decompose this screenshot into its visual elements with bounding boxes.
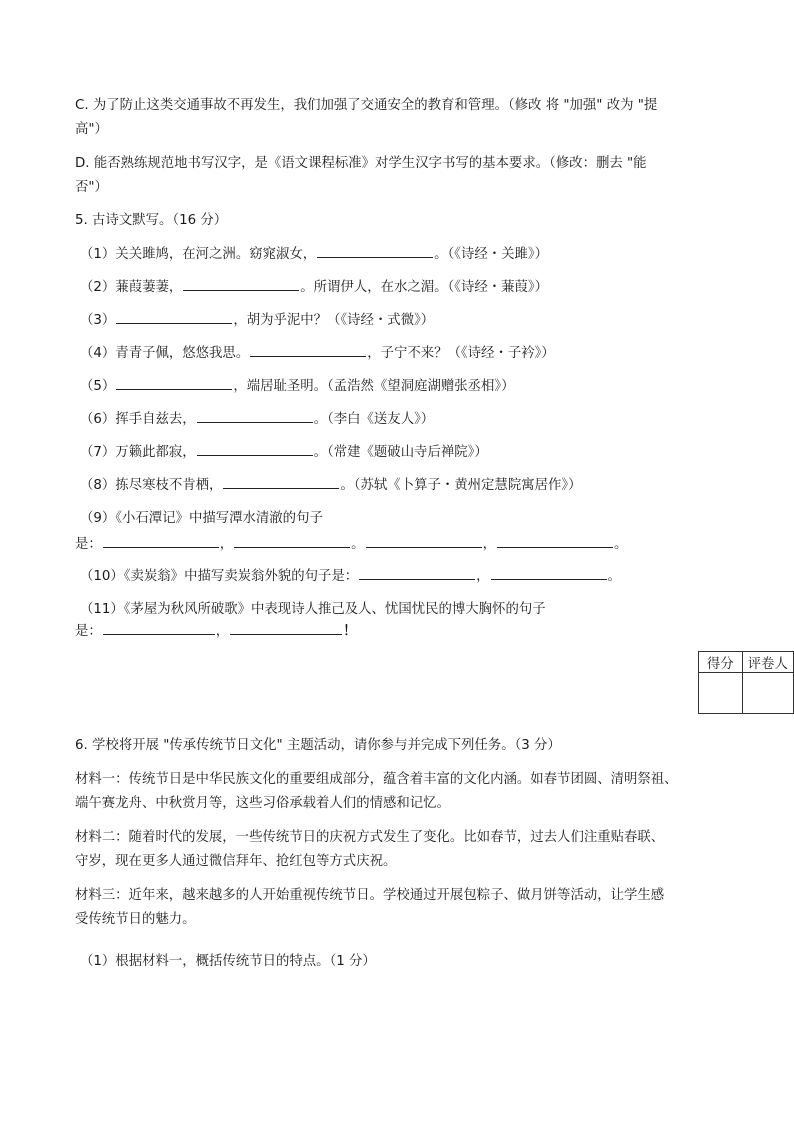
score-box bbox=[698, 651, 794, 714]
poem-item-3 bbox=[80, 309, 730, 333]
item-text: 。所谓伊人，在水之湄。（《诗经・蒹葭》） bbox=[300, 280, 548, 295]
grader-header: 评卷人 bbox=[742, 652, 793, 673]
poem-item-11-prompt: （11）《茅屋为秋风所破歌》中表现诗人推己及人、忧国忧民的博大胸怀的句子 bbox=[80, 602, 546, 617]
question-6-sub1: （1）根据材料一，概括传统节日的特点。（1 分） bbox=[80, 954, 376, 969]
answer-blank[interactable] bbox=[491, 565, 607, 580]
answer-blank[interactable] bbox=[317, 243, 433, 258]
poem-item-7 bbox=[80, 441, 730, 465]
poem-item-1 bbox=[80, 243, 730, 267]
poem-item-11-answers bbox=[75, 620, 725, 644]
poem-item-9-prompt: （9）《小石潭记》中描写潭水清澈的句子 bbox=[80, 511, 323, 526]
answer-blank[interactable] bbox=[366, 533, 482, 548]
item-text: （5） bbox=[80, 379, 116, 394]
answer-blank[interactable] bbox=[359, 565, 475, 580]
item-text: （6）挥手自兹去， bbox=[80, 412, 196, 427]
answer-blank[interactable] bbox=[234, 533, 350, 548]
question-5-title: 5. 古诗文默写。（16 分） bbox=[75, 213, 228, 228]
separator: ， bbox=[482, 537, 496, 552]
answer-blank[interactable] bbox=[116, 375, 232, 390]
item-text: ，胡为乎泥中？（《诗经・式微》） bbox=[233, 313, 435, 328]
item-text: （1）关关雎鸠，在河之洲。窈窕淑女， bbox=[80, 247, 317, 262]
poem-item-10 bbox=[80, 565, 730, 589]
separator: ， bbox=[219, 537, 234, 552]
answer-blank[interactable] bbox=[116, 309, 232, 324]
option-d-line2: 否"） bbox=[75, 180, 108, 195]
answer-blank[interactable] bbox=[197, 408, 313, 423]
poem-item-5 bbox=[80, 375, 730, 399]
question-6-title: 6. 学校将开展 "传承传统节日文化" 主题活动，请你参与并完成下列任务。（3 分） bbox=[75, 738, 561, 753]
poem-item-4 bbox=[80, 342, 730, 366]
option-c-line2: 高"） bbox=[75, 122, 108, 137]
item-text: 。（《诗经・关雎》） bbox=[434, 247, 548, 262]
poem-item-9-answers bbox=[75, 533, 725, 557]
separator: ！ bbox=[343, 624, 357, 639]
item-text: （2）蒹葭萋萋， bbox=[80, 280, 183, 295]
material-2-line2: 守岁，现在更多人通过微信拜年、抢红包等方式庆祝。 bbox=[75, 854, 397, 869]
answer-blank[interactable] bbox=[497, 533, 613, 548]
item-text: （3） bbox=[80, 313, 116, 328]
answer-blank[interactable] bbox=[103, 533, 219, 548]
option-d-line1: D. 能否熟练规范地书写汉字，是《语文课程标准》对学生汉字书写的基本要求。（修改：删去 "能 bbox=[75, 156, 647, 171]
answer-blank[interactable] bbox=[183, 276, 299, 291]
separator: 。 bbox=[613, 537, 628, 552]
item-text: 。（常建《题破山寺后禅院》） bbox=[313, 445, 488, 460]
item-text: （4）青青子佩，悠悠我思。 bbox=[80, 346, 250, 361]
item-text: 。（苏轼《卜算子・黄州定慧院寓居作》） bbox=[340, 478, 582, 493]
material-3-line1: 材料三：近年来，越来越多的人开始重视传统节日。学校通过开展包粽子、做月饼等活动，让学生感 bbox=[75, 888, 665, 903]
item-text: （7）万籁此都寂， bbox=[80, 445, 196, 460]
answer-prefix: 是： bbox=[75, 624, 102, 639]
poem-item-6 bbox=[80, 408, 730, 432]
answer-prefix: 是： bbox=[75, 537, 102, 552]
material-1-line1: 材料一：传统节日是中华民族文化的重要组成部分，蕴含着丰富的文化内涵。如春节团圆、清明祭祖、 bbox=[75, 772, 678, 787]
score-header: 得分 bbox=[699, 652, 743, 673]
poem-item-8 bbox=[80, 474, 730, 498]
material-3-line2: 受传统节日的魅力。 bbox=[75, 912, 196, 927]
item-text: ，端居耻圣明。（孟浩然《望洞庭湖赠张丞相》） bbox=[233, 379, 515, 394]
answer-blank[interactable] bbox=[250, 342, 366, 357]
separator: 。 bbox=[607, 569, 621, 584]
separator: ， bbox=[476, 569, 490, 584]
answer-blank[interactable] bbox=[103, 620, 215, 635]
separator: ， bbox=[215, 624, 230, 639]
item-text: （8）拣尽寒枝不肯栖， bbox=[80, 478, 223, 493]
separator: 。 bbox=[351, 537, 365, 552]
material-2-line1: 材料二：随着时代的发展，一些传统节日的庆祝方式发生了变化。比如春节，过去人们注重贴春联、 bbox=[75, 830, 665, 845]
answer-blank[interactable] bbox=[197, 441, 313, 456]
answer-blank[interactable] bbox=[230, 620, 342, 635]
grader-cell[interactable] bbox=[742, 673, 793, 714]
item-text: 。（李白《送友人》） bbox=[313, 412, 435, 427]
item-text: ，子宁不来？（《诗经・子衿》） bbox=[367, 346, 555, 361]
item-text: （10）《卖炭翁》中描写卖炭翁外貌的句子是： bbox=[80, 569, 359, 584]
option-c-line1: C. 为了防止这类交通事故不再发生，我们加强了交通安全的教育和管理。（修改 将 "加强" 改为 "提 bbox=[75, 98, 658, 113]
material-1-line2: 端午赛龙舟、中秋赏月等，这些习俗承载着人们的情感和记忆。 bbox=[75, 796, 450, 811]
score-cell[interactable] bbox=[699, 673, 743, 714]
answer-blank[interactable] bbox=[223, 474, 339, 489]
poem-item-2 bbox=[80, 276, 730, 300]
